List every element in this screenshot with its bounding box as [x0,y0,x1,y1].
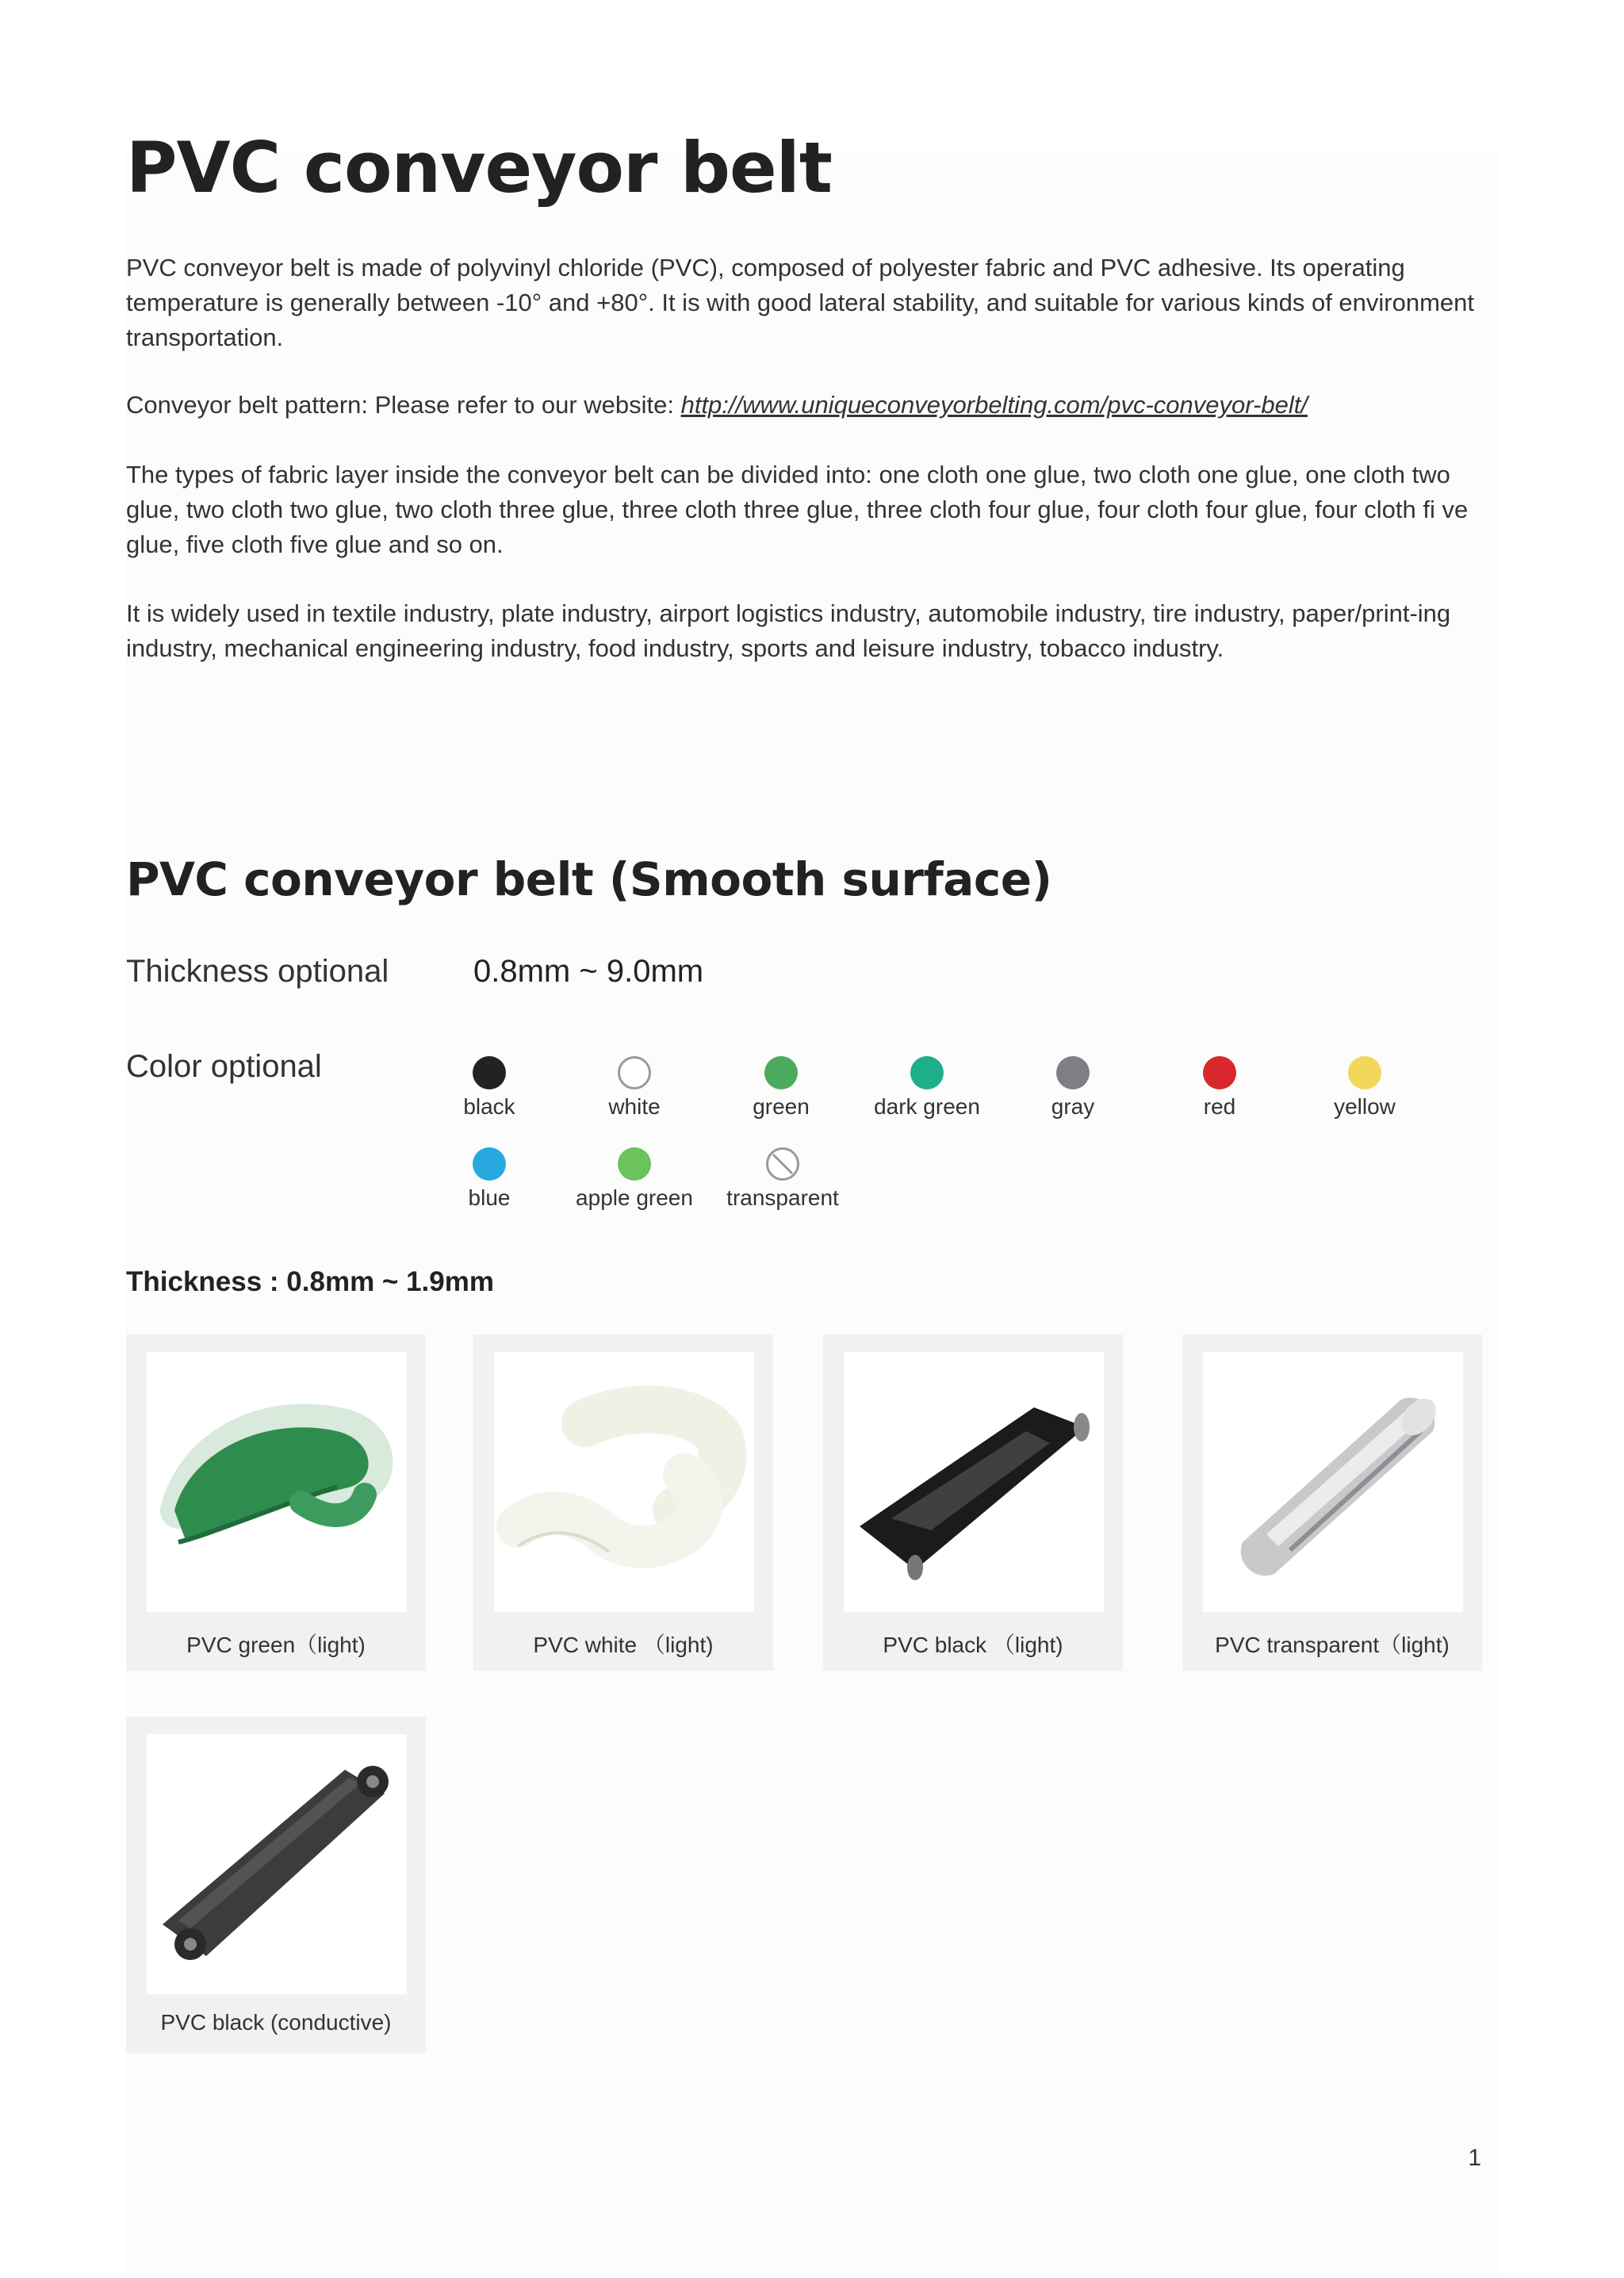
product-caption: PVC black （light) [883,1633,1063,1657]
color-dot [618,1147,651,1181]
applications-paragraph: It is widely used in textile industry, plate industry, airport logistics industry, automobile industry, tire industry, paper/print-ing industry, mechanical engineering industry, food industry, sports and leisure industry, tobacco industry. [126,599,1451,662]
color-swatch-gray [1002,1056,1144,1120]
color-dot [618,1056,651,1089]
product-photo-transparent-belt [1203,1352,1463,1612]
color-dot [1203,1056,1236,1089]
pattern-label: Conveyor belt pattern: Please refer to our website: [126,391,681,419]
product-photo-green-belt [147,1352,407,1612]
thickness-value: 0.8mm ~ 9.0mm [473,954,704,989]
product-card-white [473,1334,773,1671]
product-photo-black-belt [844,1352,1104,1612]
color-dot [910,1056,944,1089]
color-name: blue [468,1185,511,1210]
color-swatch-black [418,1056,561,1120]
color-name: yellow [1334,1094,1396,1119]
product-caption: PVC green（light) [186,1633,366,1657]
color-dot [764,1056,798,1089]
product-card-transparent [1182,1334,1482,1671]
intro-paragraph: PVC conveyor belt is made of polyvinyl chloride (PVC), composed of polyester fabric and PVC adhesive. Its operating temperature is generally between -10° and +80°. It is with good lateral stability, and suitable for various kinds of environment transportation. [126,254,1475,351]
color-swatch-white [563,1056,706,1120]
product-photo-black-conductive-belt [147,1734,407,1994]
website-link[interactable]: http://www.uniqueconveyorbelting.com/pvc-conveyor-belt/ [680,391,1308,419]
section-heading: PVC conveyor belt (Smooth surface) [126,852,1052,906]
page-title: PVC conveyor belt [126,127,832,209]
color-label: Color optional [126,1049,322,1084]
color-swatch-dark-green [856,1056,998,1120]
color-swatch-green [710,1056,852,1120]
product-caption: PVC transparent（light) [1215,1633,1450,1657]
color-name: white [608,1094,661,1119]
color-name: gray [1051,1094,1095,1119]
thickness-label: Thickness optional [126,954,389,989]
color-dot [1056,1056,1090,1089]
color-dot [473,1147,506,1181]
product-card-black [823,1334,1123,1671]
fabric-layer-paragraph: The types of fabric layer inside the conveyor belt can be divided into: one cloth one glue, two cloth one glue, one cloth two glue, two cloth two glue, two cloth three glue, three cloth three glue, three cloth four glue, four cloth four glue, four cloth fi ve glue, five cloth five glue and so on. [126,461,1469,558]
color-name: black [463,1094,515,1119]
color-swatch-apple-green [563,1147,706,1211]
page-number: 1 [1468,2145,1481,2171]
color-name: transparent [726,1185,839,1210]
color-name: apple green [576,1185,693,1210]
color-swatch-yellow [1293,1056,1436,1120]
product-card-black-conductive [126,1717,426,2053]
color-swatch-red [1148,1056,1291,1120]
color-name: green [753,1094,810,1119]
product-caption: PVC black (conductive) [160,2010,392,2035]
color-swatch-transparent [711,1147,854,1211]
color-swatch-blue [418,1147,561,1211]
transparent-icon [766,1147,799,1181]
product-caption: PVC white （light) [533,1633,714,1657]
product-photo-white-belt [494,1352,754,1612]
color-name: red [1203,1094,1236,1119]
color-name: dark green [874,1094,980,1119]
thickness-subheading: Thickness : 0.8mm ~ 1.9mm [126,1266,494,1297]
color-dot [473,1056,506,1089]
product-card-green [126,1334,426,1671]
pattern-paragraph [126,388,1474,423]
color-dot [1348,1056,1381,1089]
